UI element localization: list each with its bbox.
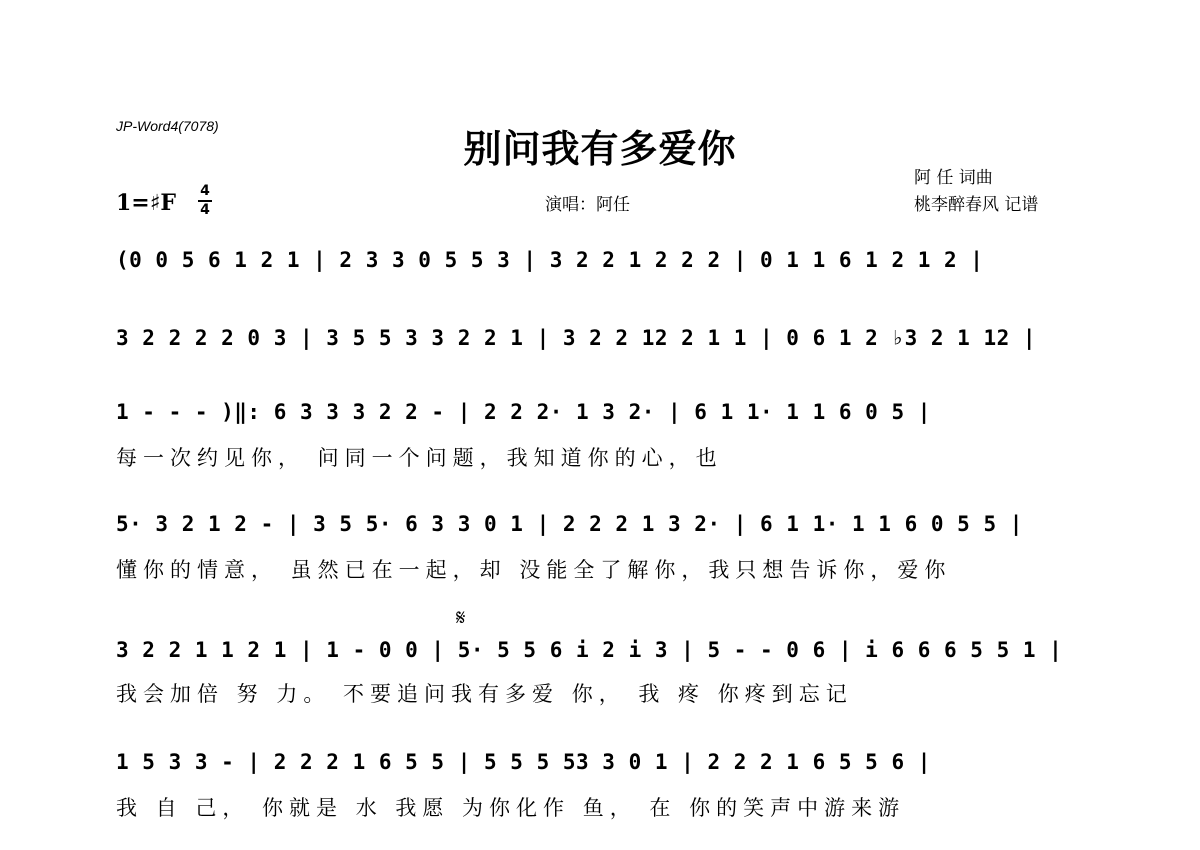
- score-line-4-lyrics: 懂你的情意， 虽然已在一起，却 没能全了解你，我只想告诉你，爱你: [116, 558, 952, 582]
- score-line-6-notes: 1 5 3 3 - | 2 2 2 1 6 5 5 | 5 5 5 53 3 0 1 | 2 2 2 1 6 5 5 6 |: [116, 750, 931, 774]
- time-signature: [198, 184, 212, 218]
- score-line-5-notes: 3 2 2 1 1 2 1 | 1 - 0 0 | 5· 5 5 6 i 2 i 3 | 5 - - 0 6 | i 6 6 6 5 5 1 |: [116, 638, 1063, 662]
- song-title: 别问我有多爱你: [463, 126, 737, 171]
- score-line-1-notes: (0 0 5 6 1 2 1 | 2 3 3 0 5 5 3 | 3 2 2 1 2 2 2 | 0 1 1 6 1 2 1 2 |: [116, 248, 984, 272]
- meter-bottom: 4: [200, 202, 210, 218]
- lyrics-composer-credit: 阿 任 词曲: [914, 168, 993, 188]
- score-line-6-lyrics: 我 自 己， 你就是 水 我愿 为你化作 鱼， 在 你的笑声中游来游: [116, 796, 906, 820]
- score-line-4-notes: 5· 3 2 1 2 - | 3 5 5· 6 3 3 0 1 | 2 2 2 1 3 2· | 6 1 1· 1 1 6 0 5 5 |: [116, 512, 1023, 536]
- score-line-2-notes: 3 2 2 2 2 0 3 | 3 5 5 3 3 2 2 1 | 3 2 2 12 2 1 1 | 0 6 1 2 ♭3 2 1 12 |: [116, 326, 1037, 350]
- score-line-3-lyrics: 每一次约见你， 问同一个问题，我知道你的心，也: [116, 446, 723, 470]
- score-line-3-notes: 1 - - - )‖: 6 3 3 3 2 2 - | 2 2 2· 1 3 2· | 6 1 1· 1 1 6 0 5 |: [116, 400, 931, 424]
- score-line-5-lyrics: 我会加倍 努 力。 不要追问我有多爱 你， 我 疼 你疼到忘记: [116, 682, 853, 706]
- meter-top: 4: [200, 183, 210, 199]
- singer-credit: 演唱：阿任: [545, 195, 630, 215]
- software-label: JP-Word4(7078): [116, 118, 219, 134]
- notation-credit: 桃李醉春风 记谱: [914, 195, 1039, 215]
- key-signature: 1=♯F: [116, 190, 177, 216]
- segno-icon: 𝄋: [456, 606, 466, 631]
